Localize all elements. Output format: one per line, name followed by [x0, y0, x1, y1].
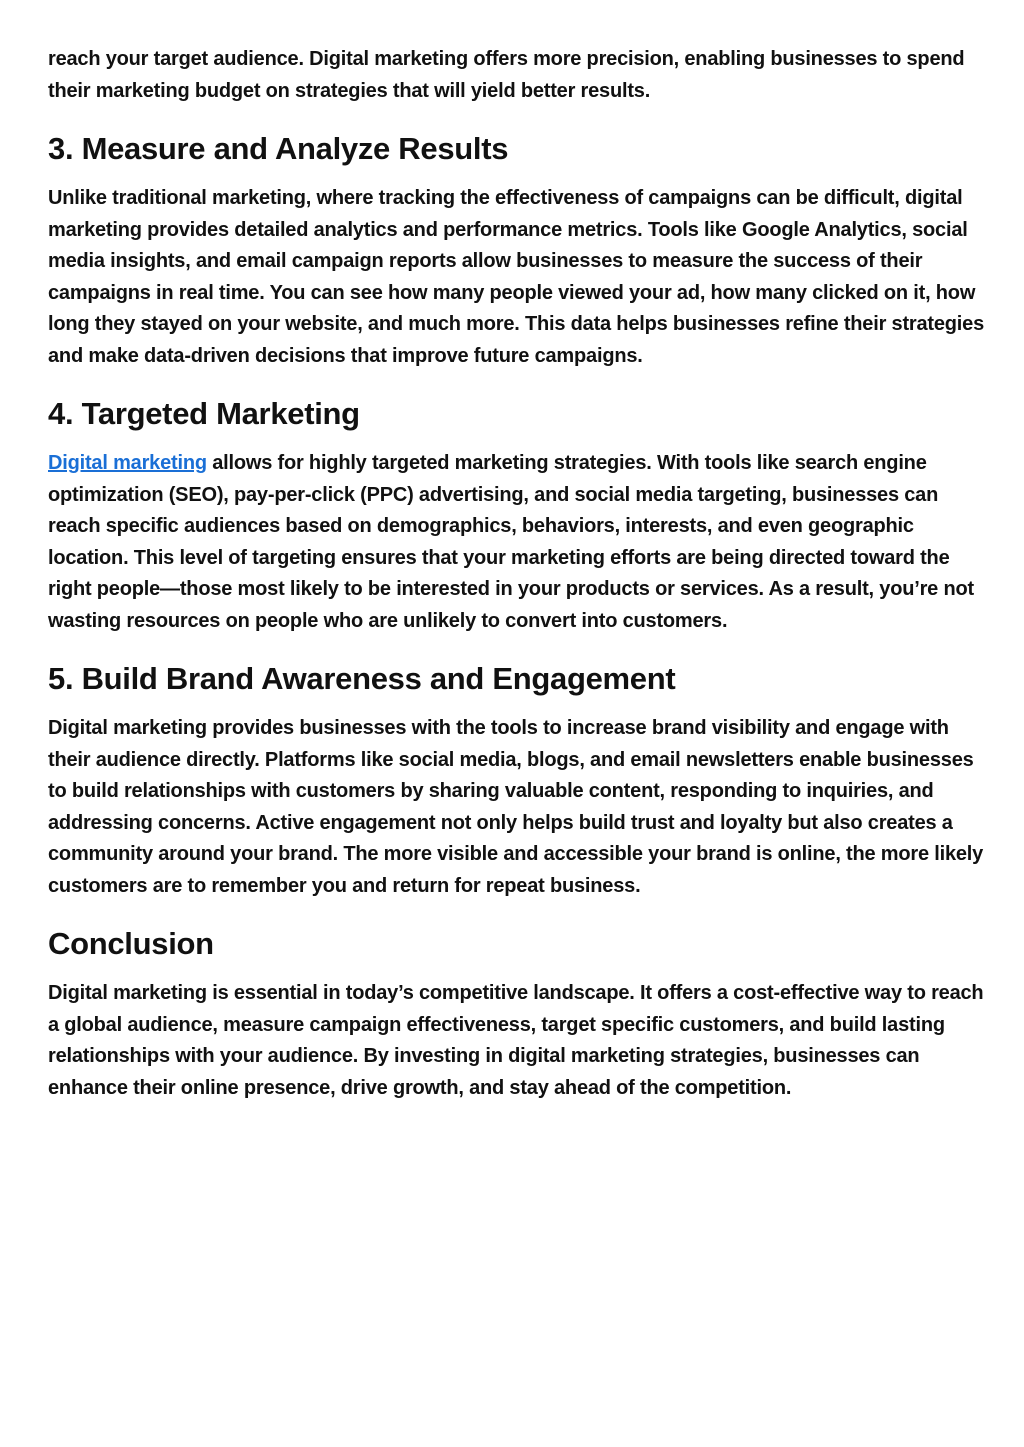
digital-marketing-link[interactable]: Digital marketing [48, 452, 207, 474]
section-body-targeted-marketing [48, 448, 984, 637]
section-body-brand-awareness: Digital marketing provides businesses with the tools to increase brand visibility and engage with their audience directly. Platforms like social media, blogs, and email newsletters enable businesses to build relationships with customers by sharing valuable content, responding to inquiries, and addressing concerns. Active engagement not only helps build trust and loyalty but also creates a community around your brand. The more visible and accessible your brand is online, the more likely customers are to remember you and return for repeat business. [48, 717, 984, 897]
section-body-conclusion: Digital marketing is essential in today’s competitive landscape. It offers a cost-effective way to reach a global audience, measure campaign effectiveness, target specific customers, and build lasting relationships with your audience. By investing in digital marketing strategies, businesses can enhance their online presence, drive growth, and stay ahead of the competition. [48, 982, 984, 1099]
intro-paragraph: reach your target audience. Digital marketing offers more precision, enabling businesses to spend their marketing budget on strategies that will yield better results. [48, 48, 965, 102]
article-content [48, 44, 984, 1104]
section-body-measure-analyze: Unlike traditional marketing, where tracking the effectiveness of campaigns can be difficult, digital marketing provides detailed analytics and performance metrics. Tools like Google Analytics, social media insights, and email campaign reports allow businesses to measure the success of their campaigns in real time. You can see how many people viewed your ad, how many clicked on it, how long they stayed on your website, and much more. This data helps businesses refine their strategies and make data-driven decisions that improve future campaigns. [48, 187, 985, 367]
section-heading-targeted-marketing: 4. Targeted Marketing [48, 396, 360, 431]
section-heading-conclusion: Conclusion [48, 926, 214, 961]
targeted-marketing-text: allows for highly targeted marketing strategies. With tools like search engine optimization (SEO), pay-per-click (PPC) advertising, and social media targeting, businesses can reach specific audiences based on demographics, behaviors, interests, and even geographic location. This level of targeting ensures that your marketing efforts are being directed toward the right people—those most likely to be interested in your products or services. As a result, you’re not wasting resources on people who are unlikely to convert into customers. [48, 452, 974, 632]
section-heading-measure-analyze: 3. Measure and Analyze Results [48, 131, 509, 166]
section-heading-brand-awareness: 5. Build Brand Awareness and Engagement [48, 661, 676, 696]
